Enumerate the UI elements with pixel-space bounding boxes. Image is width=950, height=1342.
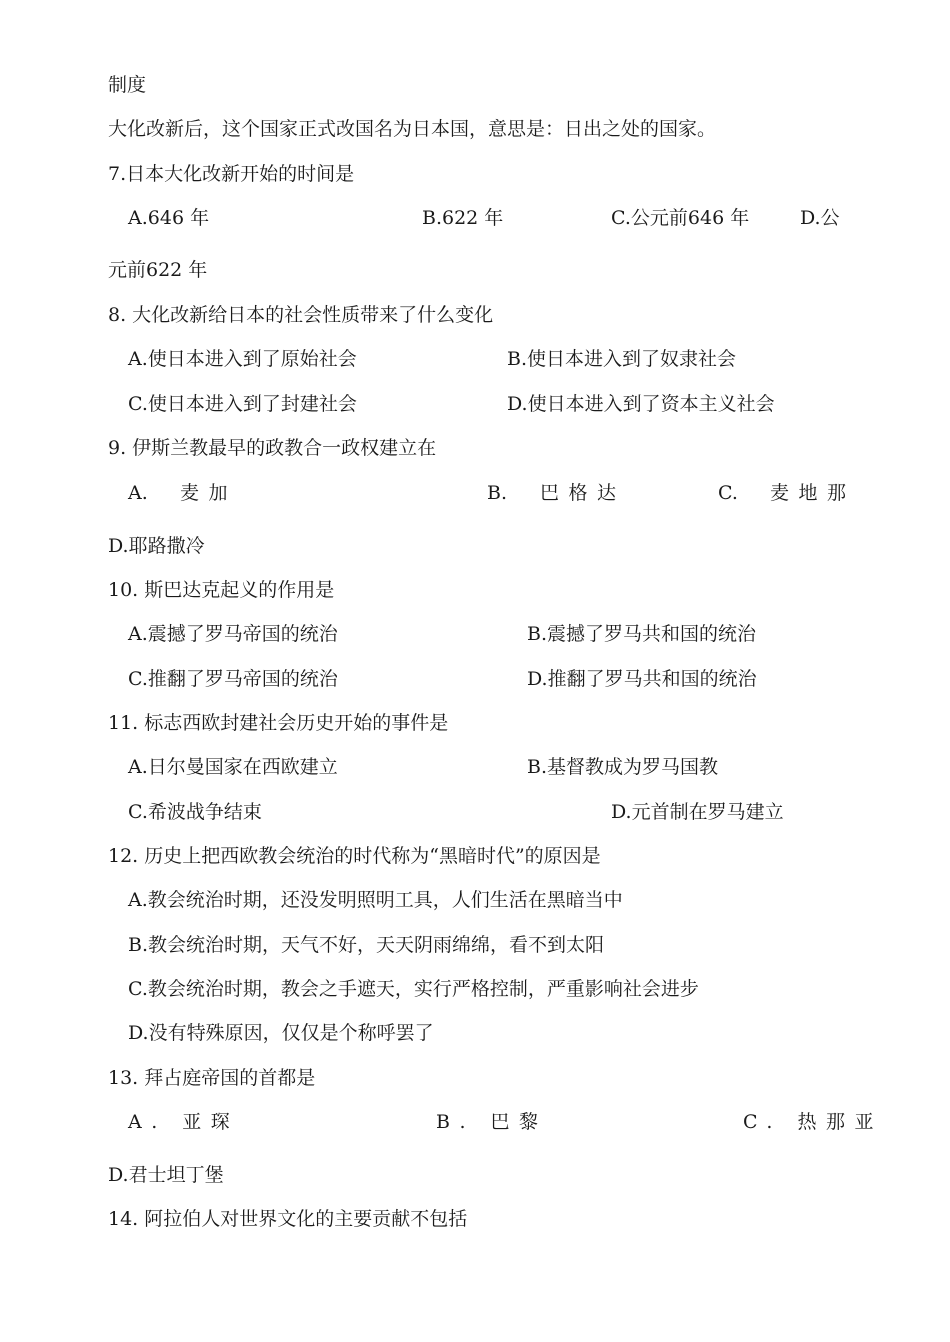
option-b: B.基督教成为罗马国教 <box>527 756 719 778</box>
option-a: A.使日本进入到了原始社会 <box>128 348 357 370</box>
option-a: A. 亚琛 <box>128 1111 240 1133</box>
option-a: A.震撼了罗马帝国的统治 <box>128 623 338 645</box>
option-d: D.元首制在罗马建立 <box>611 801 784 823</box>
text-line: 制度 <box>108 74 147 96</box>
question-stem: 10. 斯巴达克起义的作用是 <box>108 579 335 601</box>
option-a: A.日尔曼国家在西欧建立 <box>128 756 338 778</box>
option-d: D.耶路撒冷 <box>108 535 205 557</box>
option-c-letter: C. <box>718 482 738 504</box>
option-d: D.没有特殊原因，仅仅是个称呼罢了 <box>128 1022 434 1044</box>
question-stem: 13. 拜占庭帝国的首都是 <box>108 1067 316 1089</box>
option-c-text: 麦地那 <box>770 482 856 504</box>
option-a: A.646 年 <box>128 207 210 229</box>
option-b: B.622 年 <box>422 207 504 229</box>
question-stem: 14. 阿拉伯人对世界文化的主要贡献不包括 <box>108 1208 468 1230</box>
option-c: C.使日本进入到了封建社会 <box>128 393 357 415</box>
option-d: D.推翻了罗马共和国的统治 <box>527 668 757 690</box>
option-c: C. 热那亚 <box>743 1111 883 1133</box>
option-b: B.使日本进入到了奴隶社会 <box>507 348 737 370</box>
option-d-continued: 元前622 年 <box>108 259 208 281</box>
option-a: A.教会统治时期，还没发明照明工具，人们生活在黑暗当中 <box>128 889 623 911</box>
option-c: C.推翻了罗马帝国的统治 <box>128 668 338 690</box>
option-a-letter: A. <box>128 482 148 504</box>
option-c: C.希波战争结束 <box>128 801 262 823</box>
question-stem: 11. 标志西欧封建社会历史开始的事件是 <box>108 712 449 734</box>
option-b: B. 巴黎 <box>436 1111 548 1133</box>
option-b-letter: B. <box>487 482 508 504</box>
question-stem: 8. 大化改新给日本的社会性质带来了什么变化 <box>108 304 494 326</box>
option-d: D.公 <box>800 207 840 229</box>
option-b: B.教会统治时期，天气不好，天天阴雨绵绵，看不到太阳 <box>128 934 605 956</box>
option-c: C.教会统治时期，教会之手遮天，实行严格控制，严重影响社会进步 <box>128 978 699 1000</box>
question-stem: 7.日本大化改新开始的时间是 <box>108 163 355 185</box>
text-line: 大化改新后，这个国家正式改国名为日本国，意思是：日出之处的国家。 <box>108 118 717 140</box>
option-b: B.震撼了罗马共和国的统治 <box>527 623 757 645</box>
option-b-text: 巴格达 <box>540 482 626 504</box>
question-stem: 12. 历史上把西欧教会统治的时代称为“黑暗时代”的原因是 <box>108 845 601 867</box>
option-d: D.君士坦丁堡 <box>108 1164 224 1186</box>
option-d: D.使日本进入到了资本主义社会 <box>507 393 775 415</box>
option-c: C.公元前646 年 <box>611 207 750 229</box>
question-stem: 9. 伊斯兰教最早的政教合一政权建立在 <box>108 437 437 459</box>
option-a-text: 麦加 <box>180 482 238 504</box>
